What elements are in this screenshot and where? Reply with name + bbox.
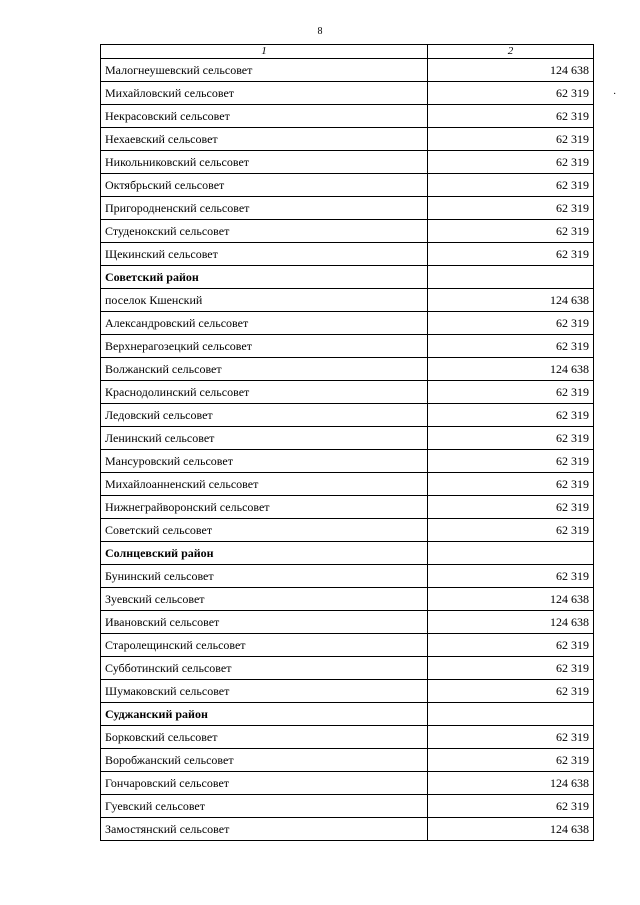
settlement-name: Михайлоанненский сельсовет bbox=[101, 473, 428, 496]
table-row bbox=[101, 657, 594, 680]
amount-value: 124 638 bbox=[428, 588, 594, 611]
section-row bbox=[101, 542, 594, 565]
table-row bbox=[101, 496, 594, 519]
table-row bbox=[101, 289, 594, 312]
amount-value bbox=[428, 703, 594, 726]
table-row bbox=[101, 611, 594, 634]
amount-value: 124 638 bbox=[428, 772, 594, 795]
settlement-name: Александровский сельсовет bbox=[101, 312, 428, 335]
table-row bbox=[101, 680, 594, 703]
settlement-name: Пригородненский сельсовет bbox=[101, 197, 428, 220]
settlement-name: Советский сельсовет bbox=[101, 519, 428, 542]
amount-value: 62 319 bbox=[428, 519, 594, 542]
table-row bbox=[101, 565, 594, 588]
stray-mark: · bbox=[613, 89, 617, 100]
amount-value: 62 319 bbox=[428, 151, 594, 174]
amount-value: 62 319 bbox=[428, 404, 594, 427]
table-row bbox=[101, 358, 594, 381]
table-row bbox=[101, 174, 594, 197]
amount-value: 62 319 bbox=[428, 335, 594, 358]
settlement-name: Краснодолинский сельсовет bbox=[101, 381, 428, 404]
table-row bbox=[101, 634, 594, 657]
amount-value: 62 319 bbox=[428, 749, 594, 772]
settlement-name: Борковский сельсовет bbox=[101, 726, 428, 749]
settlement-name: Малогнеушевский сельсовет bbox=[101, 59, 428, 82]
amount-value: 62 319 bbox=[428, 565, 594, 588]
settlement-name: Волжанский сельсовет bbox=[101, 358, 428, 381]
table-row bbox=[101, 818, 594, 841]
table-row bbox=[101, 473, 594, 496]
table-row bbox=[101, 243, 594, 266]
amount-value: 62 319 bbox=[428, 680, 594, 703]
settlement-name: Нижнеграйворонский сельсовет bbox=[101, 496, 428, 519]
allocation-table bbox=[100, 44, 594, 841]
settlement-name: Верхнерагозецкий сельсовет bbox=[101, 335, 428, 358]
table-row bbox=[101, 59, 594, 82]
amount-value: 62 319 bbox=[428, 174, 594, 197]
amount-value: 62 319 bbox=[428, 450, 594, 473]
settlement-name: Мансуровский сельсовет bbox=[101, 450, 428, 473]
settlement-name: Зуевский сельсовет bbox=[101, 588, 428, 611]
amount-value: 62 319 bbox=[428, 312, 594, 335]
settlement-name: Ивановский сельсовет bbox=[101, 611, 428, 634]
amount-value: 62 319 bbox=[428, 726, 594, 749]
table-row bbox=[101, 772, 594, 795]
settlement-name: Ледовский сельсовет bbox=[101, 404, 428, 427]
settlement-name: Некрасовский сельсовет bbox=[101, 105, 428, 128]
table-row bbox=[101, 450, 594, 473]
amount-value: 62 319 bbox=[428, 105, 594, 128]
amount-value: 62 319 bbox=[428, 795, 594, 818]
table-row bbox=[101, 197, 594, 220]
amount-value: 62 319 bbox=[428, 243, 594, 266]
settlement-name: Студенокский сельсовет bbox=[101, 220, 428, 243]
amount-value bbox=[428, 542, 594, 565]
table-row bbox=[101, 312, 594, 335]
column-number-1: 1 bbox=[101, 45, 428, 59]
amount-value: 124 638 bbox=[428, 611, 594, 634]
table-row bbox=[101, 220, 594, 243]
table-body bbox=[101, 45, 594, 841]
settlement-name: Гончаровский сельсовет bbox=[101, 772, 428, 795]
table-row bbox=[101, 749, 594, 772]
settlement-name: Ленинский сельсовет bbox=[101, 427, 428, 450]
amount-value: 62 319 bbox=[428, 634, 594, 657]
settlement-name: поселок Кшенский bbox=[101, 289, 428, 312]
table-row bbox=[101, 105, 594, 128]
amount-value: 62 319 bbox=[428, 381, 594, 404]
amount-value: 62 319 bbox=[428, 128, 594, 151]
column-number-2: 2 bbox=[428, 45, 594, 59]
settlement-name: Старолещинский сельсовет bbox=[101, 634, 428, 657]
amount-value: 62 319 bbox=[428, 473, 594, 496]
table-row bbox=[101, 151, 594, 174]
table-row bbox=[101, 404, 594, 427]
table-row bbox=[101, 427, 594, 450]
settlement-name: Никольниковский сельсовет bbox=[101, 151, 428, 174]
settlement-name: Гуевский сельсовет bbox=[101, 795, 428, 818]
table-row bbox=[101, 588, 594, 611]
settlement-name: Субботинский сельсовет bbox=[101, 657, 428, 680]
amount-value: 124 638 bbox=[428, 289, 594, 312]
amount-value: 124 638 bbox=[428, 818, 594, 841]
amount-value: 124 638 bbox=[428, 59, 594, 82]
amount-value bbox=[428, 266, 594, 289]
settlement-name: Замостянский сельсовет bbox=[101, 818, 428, 841]
amount-value: 62 319 bbox=[428, 220, 594, 243]
amount-value: 62 319 bbox=[428, 82, 594, 105]
table-row bbox=[101, 82, 594, 105]
district-name: Советский район bbox=[101, 266, 428, 289]
amount-value: 62 319 bbox=[428, 197, 594, 220]
page-number: 8 bbox=[317, 26, 323, 37]
table-row bbox=[101, 795, 594, 818]
table-row bbox=[101, 128, 594, 151]
section-row bbox=[101, 266, 594, 289]
district-name: Суджанский район bbox=[101, 703, 428, 726]
settlement-name: Воробжанский сельсовет bbox=[101, 749, 428, 772]
table-row bbox=[101, 381, 594, 404]
table-row bbox=[101, 519, 594, 542]
amount-value: 124 638 bbox=[428, 358, 594, 381]
settlement-name: Михайловский сельсовет bbox=[101, 82, 428, 105]
settlement-name: Октябрьский сельсовет bbox=[101, 174, 428, 197]
amount-value: 62 319 bbox=[428, 427, 594, 450]
table-row bbox=[101, 335, 594, 358]
table-row bbox=[101, 726, 594, 749]
amount-value: 62 319 bbox=[428, 496, 594, 519]
settlement-name: Шумаковский сельсовет bbox=[101, 680, 428, 703]
settlement-name: Щекинский сельсовет bbox=[101, 243, 428, 266]
section-row bbox=[101, 703, 594, 726]
column-number-row bbox=[101, 45, 594, 59]
district-name: Солнцевский район bbox=[101, 542, 428, 565]
settlement-name: Бунинский сельсовет bbox=[101, 565, 428, 588]
settlement-name: Нехаевский сельсовет bbox=[101, 128, 428, 151]
amount-value: 62 319 bbox=[428, 657, 594, 680]
